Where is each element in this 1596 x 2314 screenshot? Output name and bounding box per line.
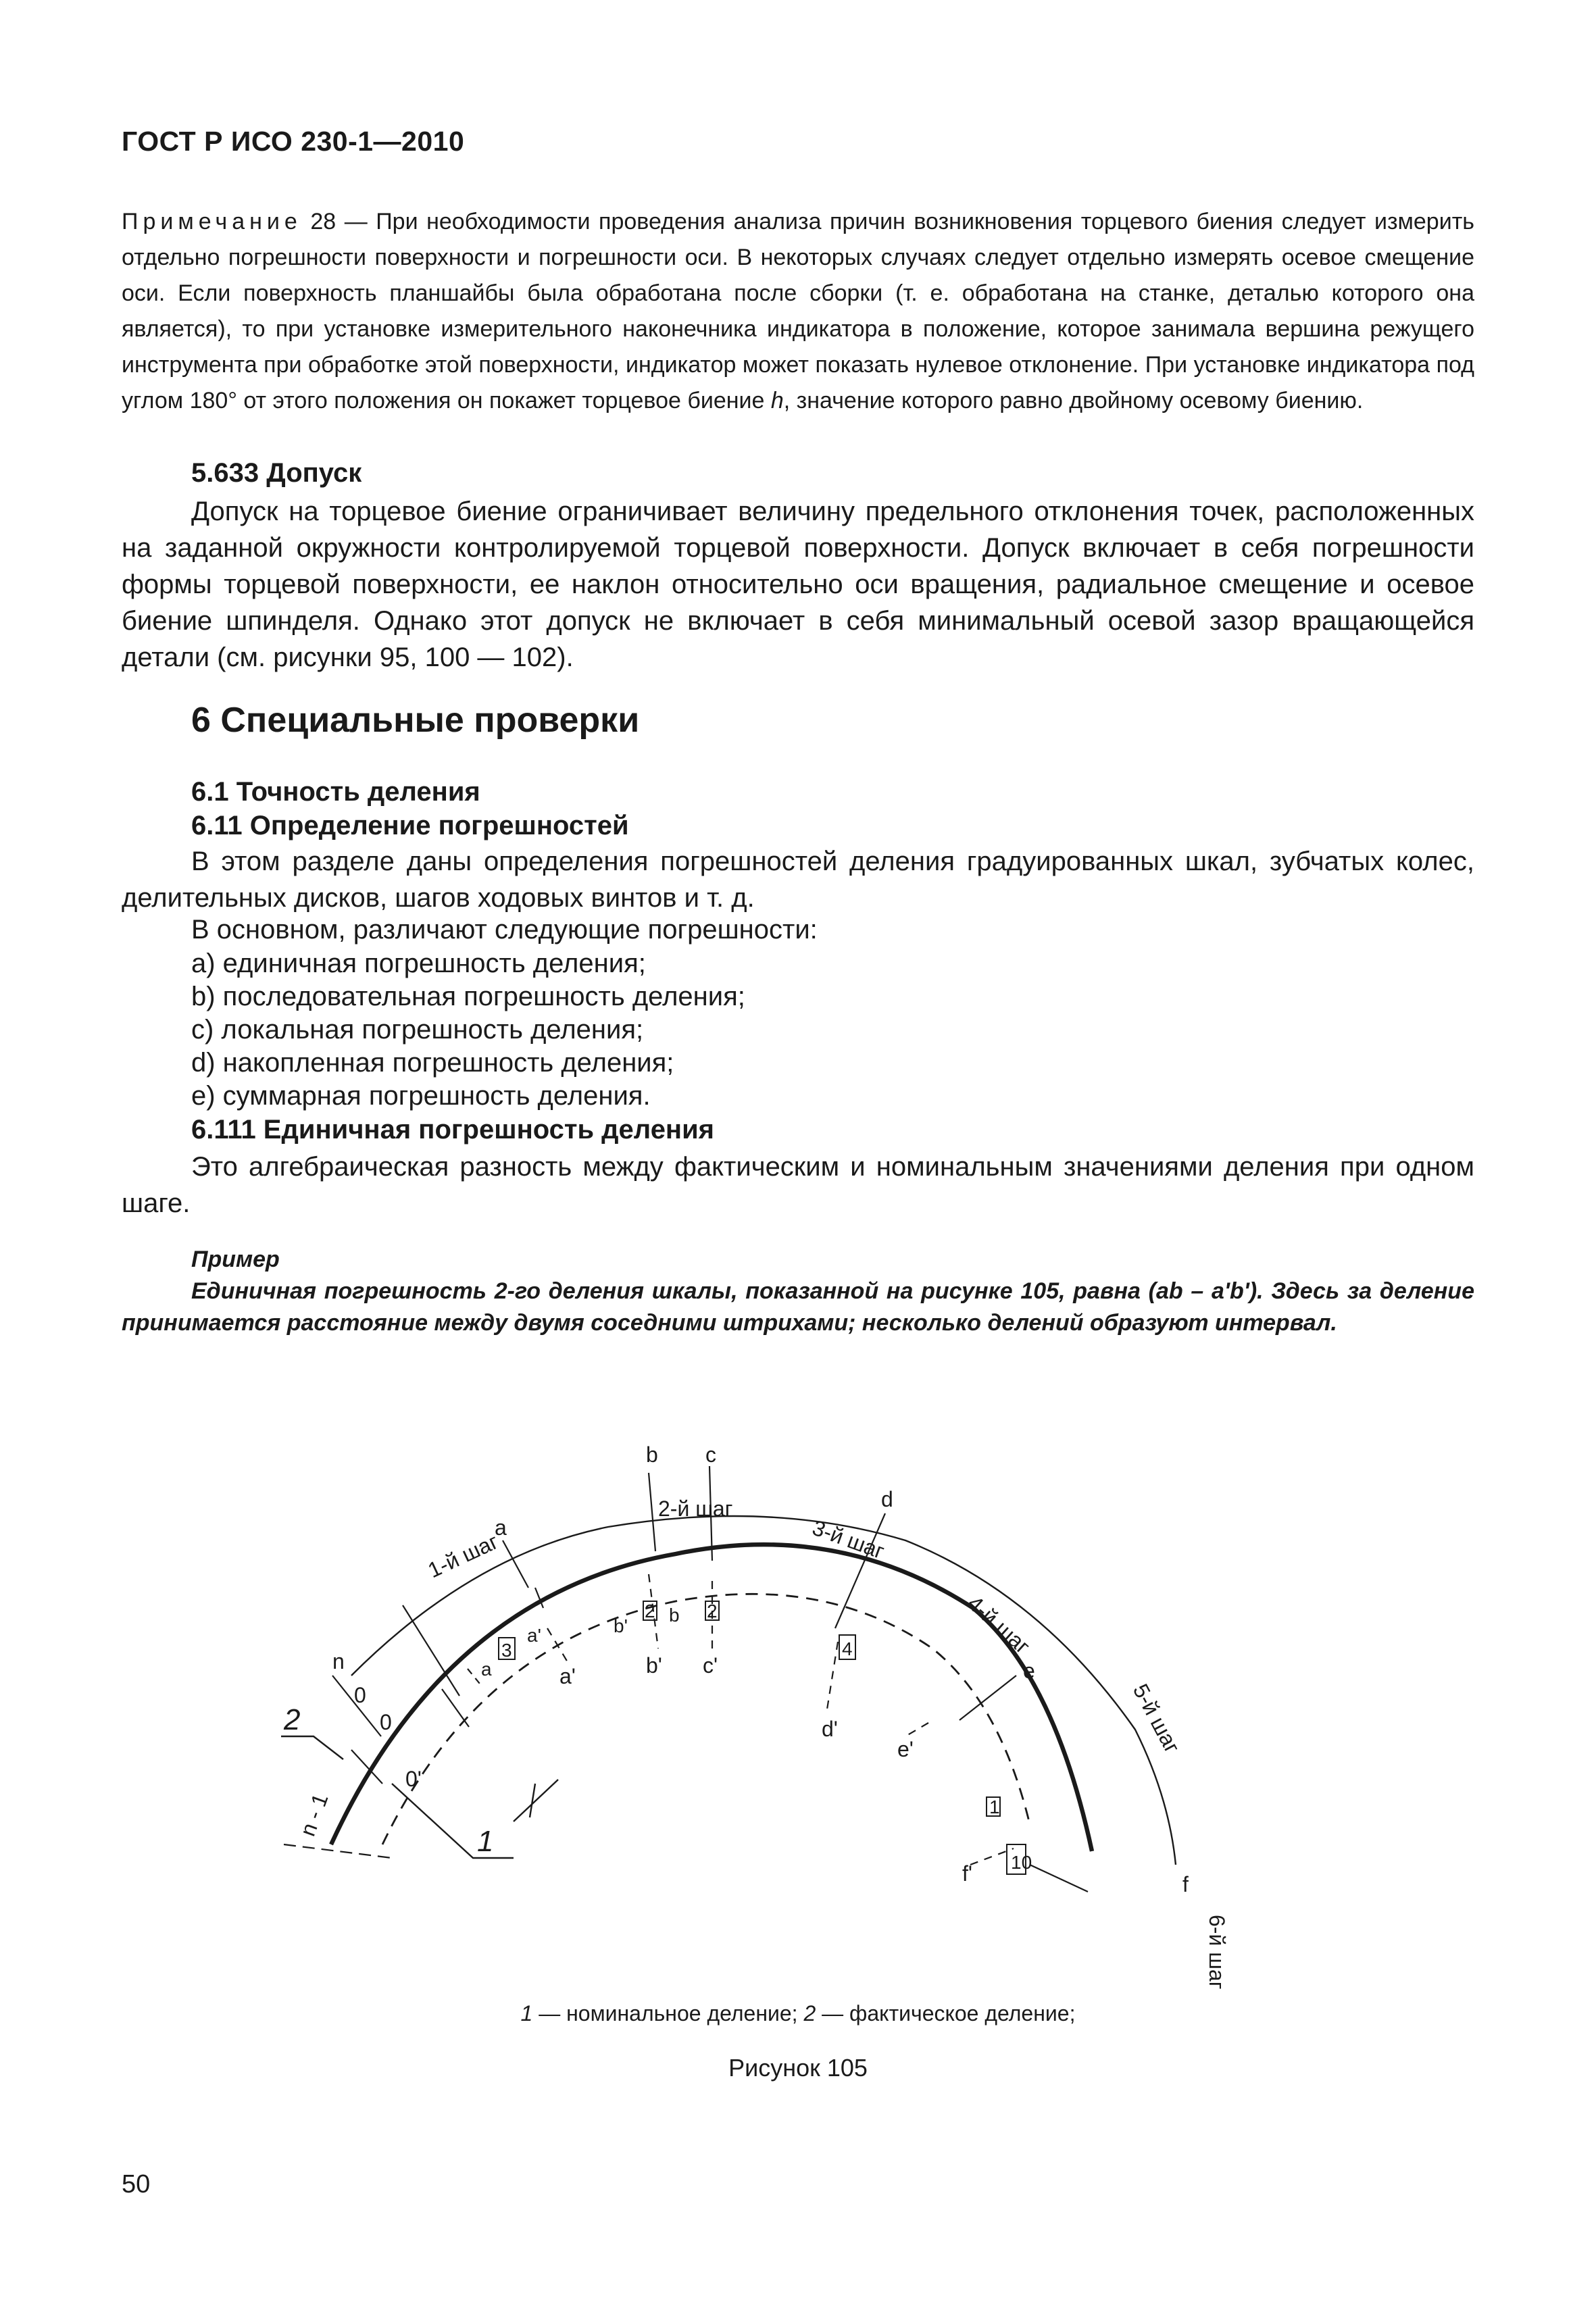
chapter-6-title: 6 Специальные проверки: [191, 701, 640, 740]
example-text: Единичная погрешность 2-го деления шкалы, показанной на рисунке 105, равна (ab – a'b'). Здесь за деление принимается расстояние между двумя соседними штрихами; несколько делений образуют интервал.: [122, 1278, 1474, 1336]
n-minus-1-label: n - 1: [295, 1790, 333, 1840]
section-611-body: [122, 843, 1474, 916]
small-letter-b-prime: b': [614, 1615, 628, 1636]
small-letter-a: a: [481, 1659, 492, 1680]
zero-label-nominal: 0': [405, 1767, 422, 1791]
tick-number-3: 3: [501, 1640, 512, 1661]
n-label: n: [332, 1649, 345, 1674]
step-label-2: 2-й шаг: [658, 1496, 733, 1521]
letter-d-prime: d': [822, 1717, 838, 1741]
letter-c-prime: c': [703, 1653, 718, 1678]
tick-number-2a: 2: [645, 1601, 655, 1621]
section-5633-body: [122, 493, 1474, 676]
step-label-6: 6-й шаг: [1205, 1915, 1229, 1990]
dimension-arc: [351, 1516, 1176, 1865]
figure-legend: [0, 2001, 1596, 2026]
section-6111-title: 6.111 Единичная погрешность деления: [191, 1115, 715, 1145]
letter-a: a: [495, 1515, 507, 1540]
section-6111-body: [122, 1149, 1474, 1222]
figure-caption: Рисунок 105: [728, 2054, 868, 2082]
section-61-title: 6.1 Точность деления: [191, 777, 480, 807]
callout-1: 1: [477, 1825, 494, 1858]
step-label-3: 3-й шаг: [809, 1515, 888, 1564]
letter-c: c: [705, 1442, 716, 1467]
step-label-1: 1-й шаг: [424, 1529, 502, 1583]
small-letter-b: b: [669, 1605, 680, 1626]
nominal-division-arc: [382, 1594, 1030, 1844]
legend-num-2: 2: [803, 2001, 816, 2026]
letter-e-prime: e': [897, 1737, 914, 1761]
letter-b-prime: b': [646, 1653, 662, 1678]
errors-intro: В основном, различают следующие погрешности:: [191, 915, 818, 945]
note-text: 28 — При необходимости проведения анализа причин возникновения торцевого биения следует измерить отдельно погрешности поверхности и погрешности оси. В некоторых случаях следует отдельно измерять осевое смещение оси. Если поверхность планшайбы была обработана после сборки (т. е. обработана на станке, деталью которого она является), то при установке измерительного наконечника индикатора в положение, которое занимала вершина режущего инструмента при обработке этой поверхности, индикатор может показать нулевое отклонение. При установке индикатора под углом 180° от этого положения он покажет торцевое биение: [122, 209, 1474, 413]
section-6111-text: Это алгебраическая разность между фактическим и номинальным значениями деления при одном шаге.: [122, 1152, 1474, 1218]
note-lead: Примечание: [122, 209, 302, 234]
letter-f-prime: f': [962, 1861, 972, 1886]
list-item-e: e) суммарная погрешность деления.: [191, 1081, 651, 1111]
letter-e: e: [1023, 1659, 1035, 1683]
zero-label-actual: 0: [380, 1710, 392, 1734]
note-28: [122, 204, 1474, 419]
step-label-4: 4-й шаг: [963, 1590, 1035, 1659]
list-item-a: a) единичная погрешность деления;: [191, 949, 646, 978]
tick-number-4: 4: [842, 1638, 853, 1659]
zero-label-outer: 0: [354, 1683, 366, 1707]
callout-2: 2: [284, 1703, 301, 1736]
legend-text-1: — номинальное деление;: [532, 2001, 804, 2026]
section-611-text: В этом разделе даны определения погрешностей деления градуированных шкал, зубчатых колес, делительных дисков, шагов ходовых винтов и т. д.: [122, 847, 1474, 913]
note-h-symbol: h: [770, 388, 784, 413]
section-5633-text: Допуск на торцевое биение ограничивает величину предельного отклонения точек, расположенных на заданной окружности контролируемой торцевой поверхности. Допуск включает в себя погрешности формы торцевой поверхности, ее наклон относительно оси вращения, радиальное смещение и осевое биение шпинделя. Однако этот допуск не включает в себя минимальный осевой зазор вращающейся детали (см. рисунки 95, 100 — 102).: [122, 497, 1474, 672]
example-title: Пример: [191, 1247, 280, 1272]
list-item-b: b) последовательная погрешность деления;: [191, 982, 745, 1011]
figure-105: [203, 1392, 1351, 2000]
tick-number-2b: 2: [707, 1601, 718, 1621]
list-item-c: c) локальная погрешность деления;: [191, 1015, 644, 1045]
letter-f: f: [1182, 1872, 1189, 1896]
list-item-d: d) накопленная погрешность деления;: [191, 1048, 674, 1078]
step-label-5: 5-й шаг: [1128, 1680, 1185, 1757]
page-number: 50: [122, 2170, 151, 2198]
legend-text-2: — фактическое деление;: [816, 2001, 1076, 2026]
legend-num-1: 1: [520, 2001, 533, 2026]
letter-b: b: [646, 1442, 658, 1467]
document-header: ГОСТ Р ИСО 230-1—2010: [122, 126, 465, 157]
tick-number-1: 1: [989, 1796, 1000, 1817]
note-text-end: , значение которого равно двойному осевому биению.: [783, 388, 1364, 413]
letter-a-prime: a': [559, 1664, 576, 1688]
letter-d: d: [881, 1487, 893, 1511]
tick-number-10: 10: [1011, 1852, 1032, 1873]
section-611-title: 6.11 Определение погрешностей: [191, 811, 629, 840]
small-letter-a-prime: a': [527, 1625, 541, 1646]
section-5633-title: 5.633 Допуск: [191, 458, 362, 488]
